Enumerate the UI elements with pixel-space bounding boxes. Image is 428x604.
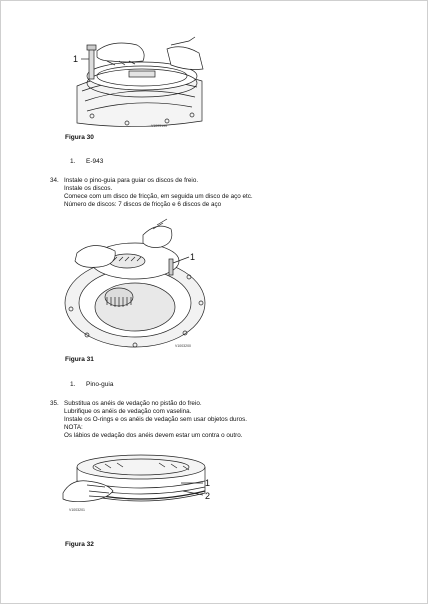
figure-32-caption: Figura 32 (65, 541, 94, 548)
step-35-instructions (64, 400, 247, 440)
legend-number: 1. (70, 381, 76, 388)
legend-text: E-943 (86, 158, 104, 165)
figure-30-callout: 1 (73, 54, 79, 64)
step-34-instructions (64, 177, 253, 209)
figure-32-image-code: V1003201 (69, 508, 85, 512)
figure-31-callout: 1 (190, 252, 196, 262)
figure-31-illustration (57, 217, 207, 351)
instruction-line: NOTA: (64, 424, 83, 431)
figure-30-caption: Figura 30 (65, 134, 94, 141)
figure-32-callout-2: 2 (205, 491, 211, 501)
instruction-line: Comece com um disco de fricção, em seguida um disco de aço etc. (64, 193, 253, 200)
legend-text: Pino-guia (86, 381, 114, 388)
figure-32-illustration (61, 447, 221, 523)
instruction-line: Instale os discos. (64, 185, 113, 192)
figure-31-caption: Figura 31 (65, 356, 94, 363)
step-number: 35. (50, 400, 59, 407)
figure-30-illustration (67, 31, 207, 131)
instruction-line: Substitua os anéis de vedação no pistão do freio. (64, 400, 202, 407)
step-number: 34. (50, 177, 59, 184)
figure-31-image-code: V1003200 (175, 344, 191, 348)
instruction-line: Número de discos: 7 discos de fricção e 6 discos de aço (64, 201, 222, 208)
step-34 (50, 177, 380, 211)
instruction-line: Instale os O-rings e os anéis de vedação sem usar objetos duros. (64, 416, 248, 423)
figure-30-image-code: V1003199 (151, 124, 167, 128)
instruction-line: Instale o pino-guia para guiar os discos de freio. (64, 177, 199, 184)
step-35 (50, 400, 380, 442)
instruction-line: Lubrifique os anéis de vedação com vaselina. (64, 408, 192, 415)
legend-number: 1. (70, 158, 76, 165)
instruction-line: Os lábios de vedação dos anéis devem estar um contra o outro. (64, 432, 243, 439)
figure-32-callout-1: 1 (205, 478, 211, 488)
